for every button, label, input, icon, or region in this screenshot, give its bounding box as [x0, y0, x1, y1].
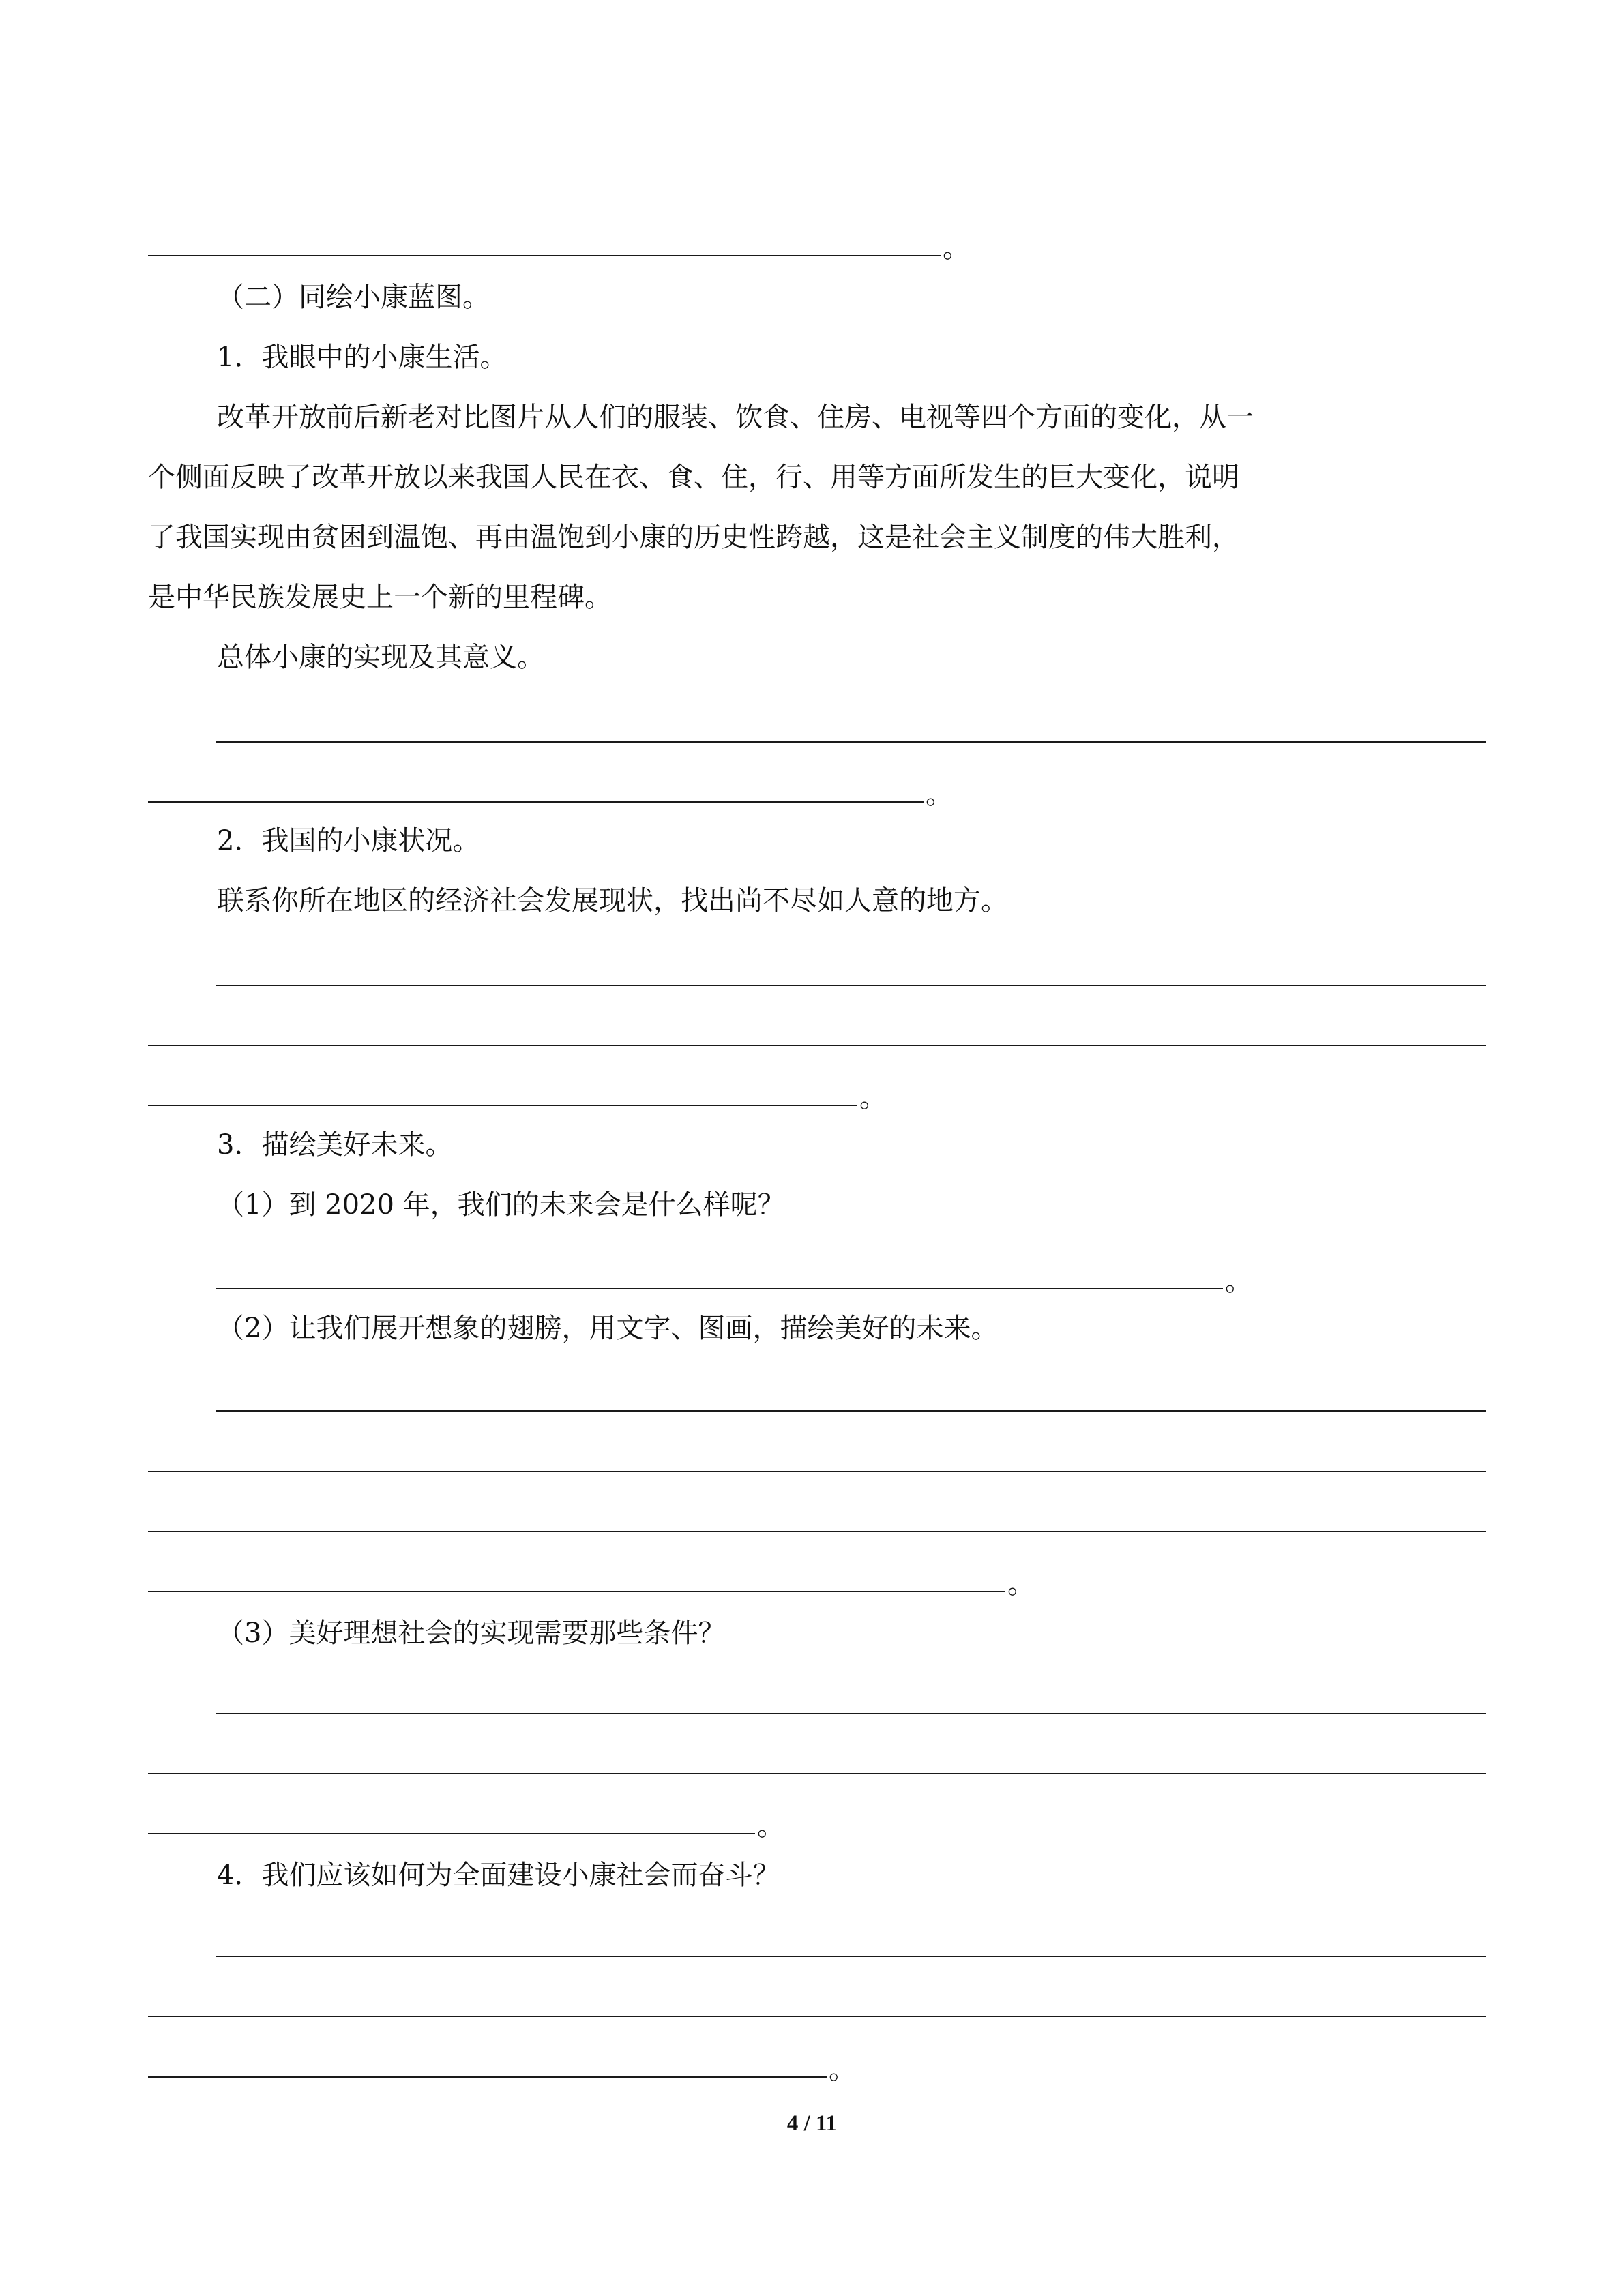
page-number: 4 / 11	[786, 2111, 838, 2136]
answer-line[interactable]	[148, 1531, 1486, 1532]
answer-line[interactable]	[216, 1410, 1486, 1412]
q3-sub3: （3）美好理想社会的实现需要那些条件？	[217, 1617, 726, 1649]
q1-paragraph-line: 了我国实现由贫困到温饱、再由温饱到小康的历史性跨越，这是社会主义制度的伟大胜利，	[148, 522, 1239, 553]
answer-line[interactable]	[148, 1105, 857, 1106]
q1-paragraph-line: 个侧面反映了改革开放以来我国人民在衣、食、住，行、用等方面所发生的巨大变化，说明	[148, 462, 1239, 493]
q3-sub1: （1）到 2020 年，我们的未来会是什么样呢？	[217, 1189, 785, 1221]
answer-line[interactable]	[148, 1045, 1486, 1046]
answer-line[interactable]	[148, 1833, 755, 1834]
q1-paragraph-line: 改革开放前后新老对比图片从人们的服装、饮食、住房、电视等四个方面的变化，从一	[217, 402, 1254, 433]
answer-line[interactable]	[216, 741, 1486, 743]
answer-line[interactable]	[148, 255, 941, 256]
answer-line[interactable]	[148, 801, 924, 803]
line-end-period: 。	[829, 2054, 856, 2085]
answer-line[interactable]	[216, 1713, 1486, 1714]
q2-prompt: 联系你所在地区的经济社会发展现状，找出尚不尽如人意的地方。	[217, 885, 1008, 916]
answer-line[interactable]	[148, 2016, 1486, 2017]
line-end-period: 。	[943, 233, 970, 264]
q1-paragraph-line: 是中华民族发展史上一个新的里程碑。	[148, 582, 612, 613]
q1-prompt: 总体小康的实现及其意义。	[217, 642, 544, 673]
answer-line[interactable]	[148, 2076, 827, 2078]
line-end-period: 。	[1007, 1568, 1035, 1600]
answer-line[interactable]	[148, 1591, 1005, 1592]
answer-line[interactable]	[216, 1288, 1223, 1289]
q3-sub2: （2）让我们展开想象的翅膀，用文字、图画，描绘美好的未来。	[217, 1313, 999, 1344]
answer-line[interactable]	[148, 1471, 1486, 1472]
line-end-period: 。	[926, 779, 953, 810]
answer-line[interactable]	[216, 1956, 1486, 1957]
line-end-period: 。	[859, 1082, 887, 1114]
line-end-period: 。	[757, 1810, 784, 1842]
line-end-period: 。	[1225, 1266, 1252, 1297]
answer-line[interactable]	[216, 985, 1486, 986]
section-heading: （二）同绘小康蓝图。	[217, 282, 490, 313]
q1-heading: 1．我眼中的小康生活。	[217, 342, 507, 373]
q2-heading: 2．我国的小康状况。	[217, 825, 480, 856]
q4-heading: 4．我们应该如何为全面建设小康社会而奋斗？	[217, 1860, 780, 1891]
q3-heading: 3．描绘美好未来。	[217, 1129, 453, 1161]
answer-line[interactable]	[148, 1773, 1486, 1774]
